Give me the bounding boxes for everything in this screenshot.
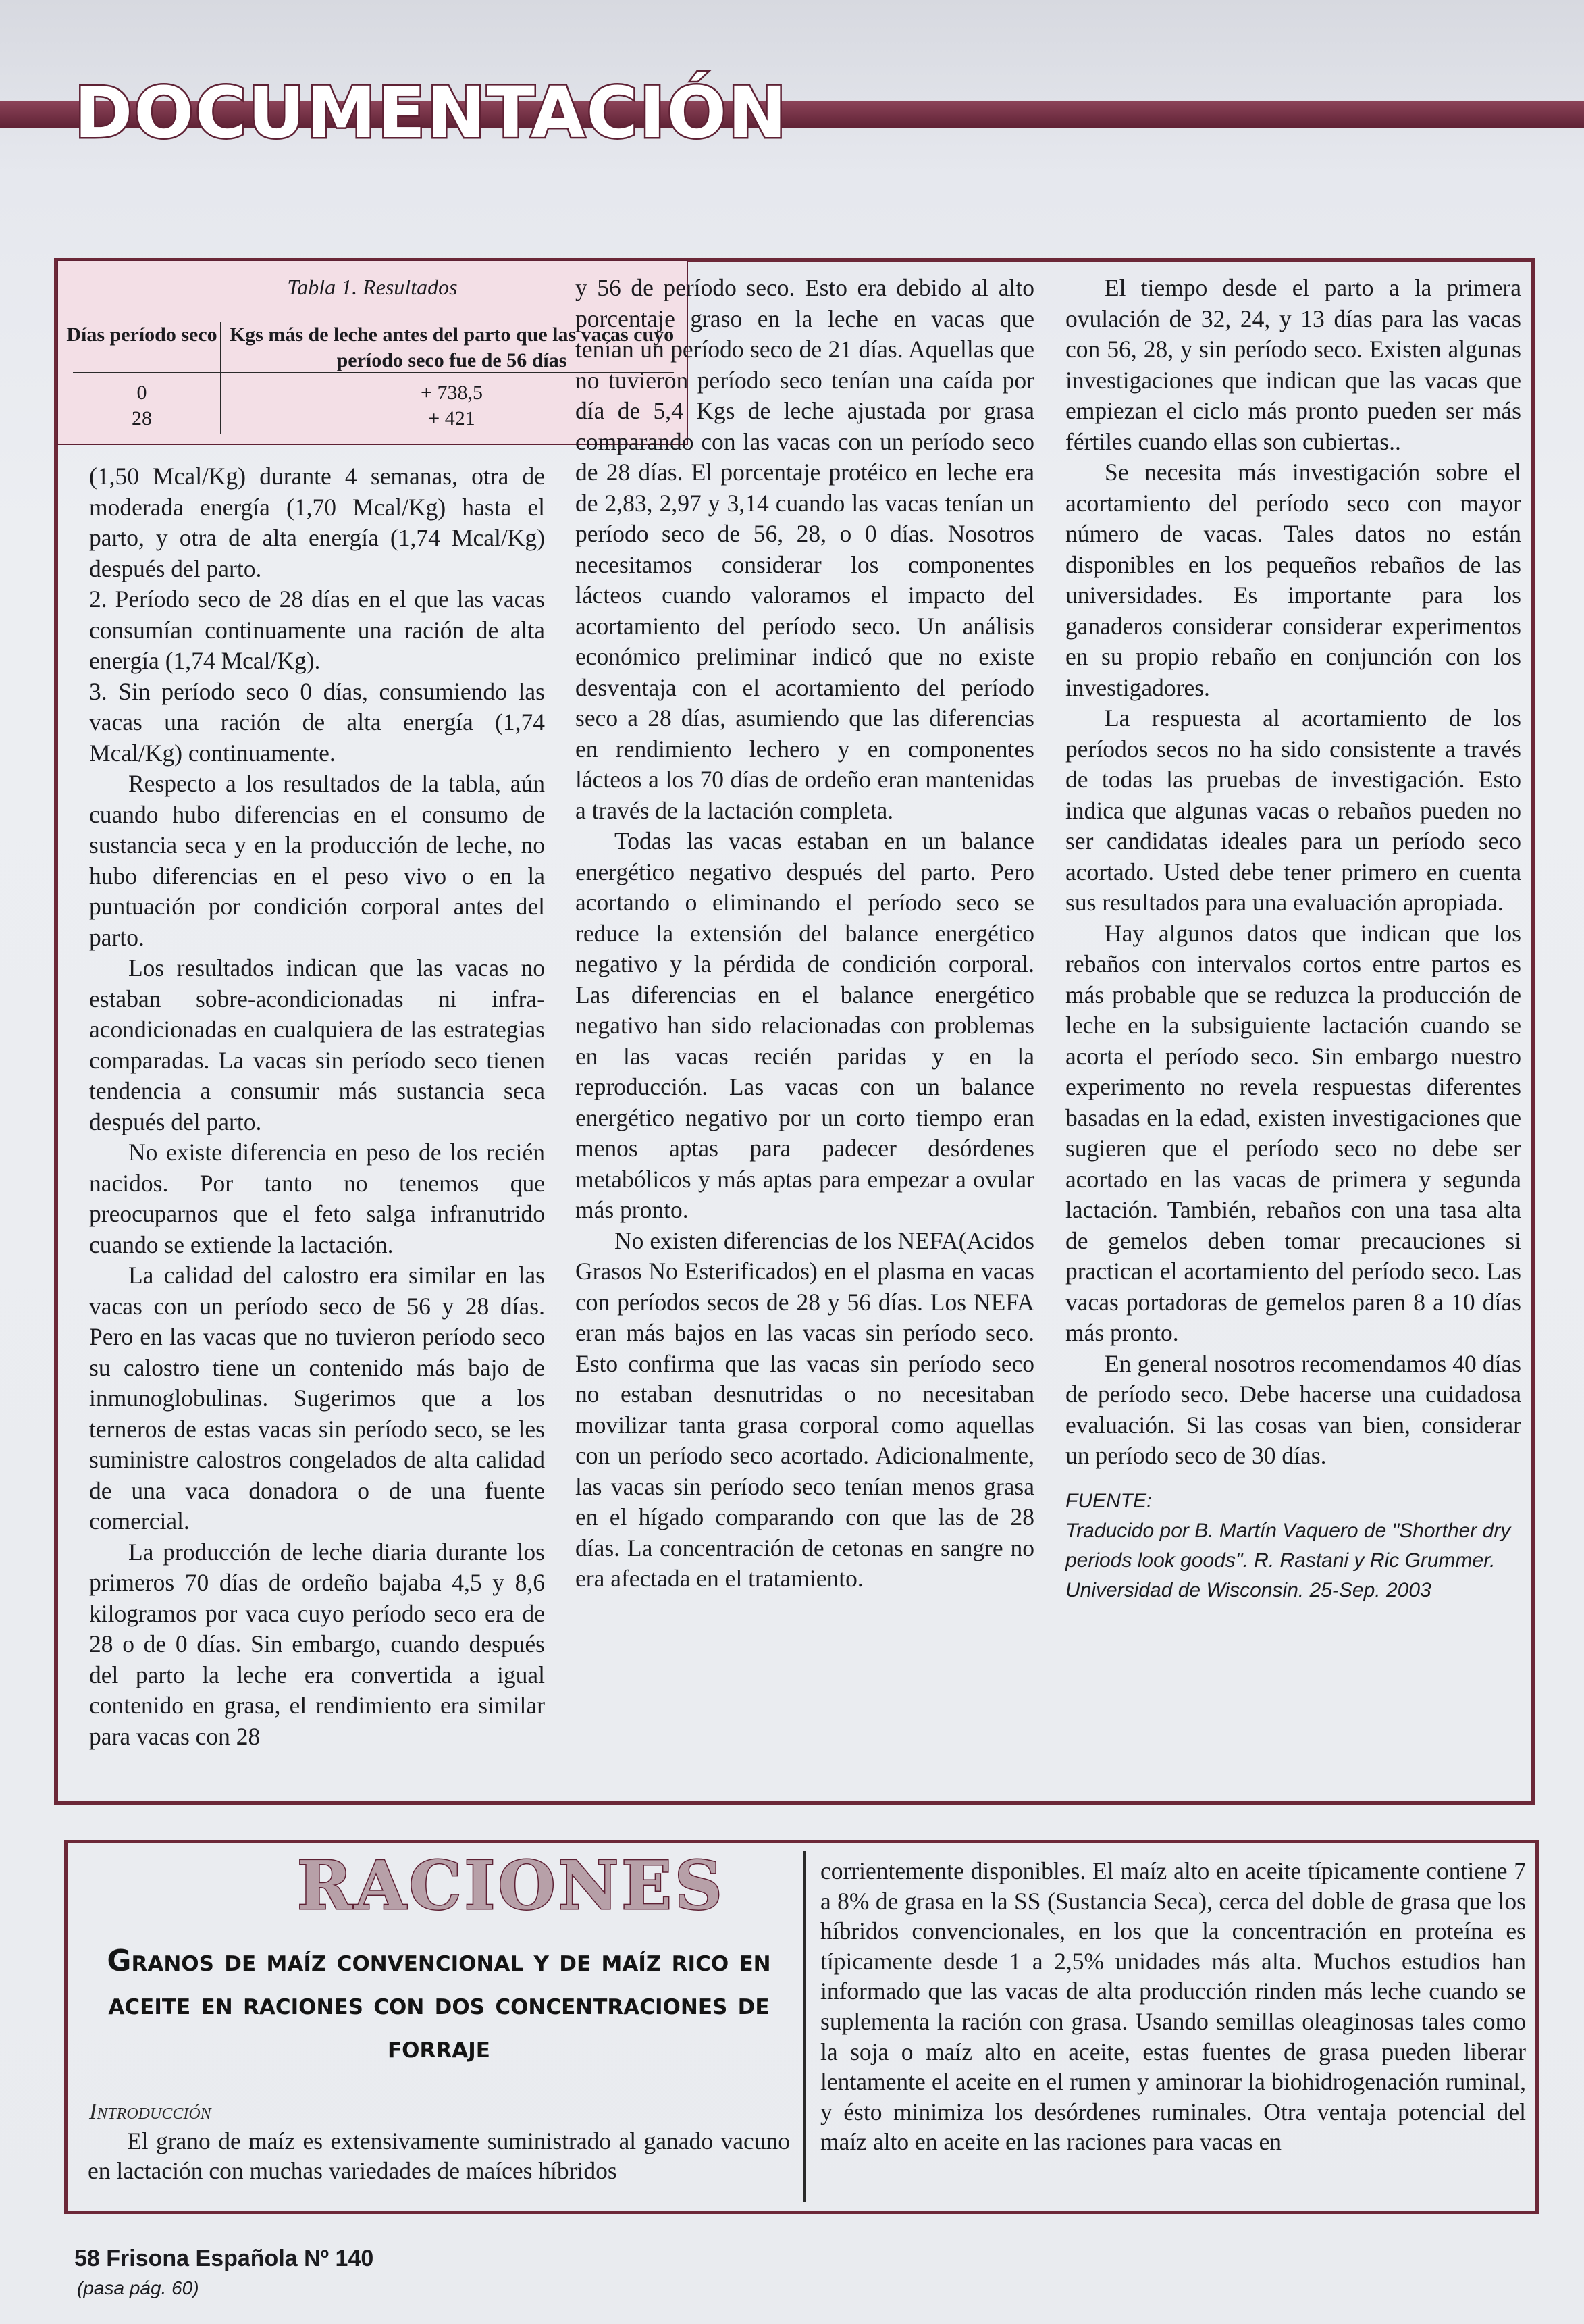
paragraph: Se necesita más investigación sobre el acortamiento del período seco con mayor número de vacas. Tales datos no están disponibles en los pequeños rebaños de las universidades. Es importante para los ganaderos considerar considerar experimentos en su propio rebaño en conjunción con los investigadores. <box>1065 459 1521 701</box>
paragraph: 2. Período seco de 28 días en el que las vacas consumían continuamente una ración de alta energía (1,74 Mcal/Kg). <box>89 586 545 674</box>
paragraph: La respuesta al acortamiento de los períodos secos no ha sido consistente a través de todas las pruebas de investigación. Esto indica que algunas vacas o rebaños pueden no ser candidatas ideales para un período seco acortado. Usted debe tener primero en cuenta sus resultados para una evaluación apropiada. <box>1065 704 1521 916</box>
paragraph: En general nosotros recomendamos 40 días de período seco. Debe hacerse una cuidadosa evaluación. Si las cosas van bien, considerar un período seco de 30 días. <box>1065 1349 1521 1469</box>
article-column-2 <box>575 273 1034 1595</box>
paragraph: La calidad del calostro era similar en las vacas con un período seco de 56 y 28 días. Pero en las vacas que no tuvieron período seco su calostro tiene un contenido más bajo de inmunoglobulinas. Sugerimos que a los terneros de estas vacas sin período seco, se les suministre calostros congelados de alta calidad de una vaca donadora o de una fuente comercial. <box>89 1262 545 1534</box>
raciones-right-text: corrientemente disponibles. El maíz alto en aceite típicamente contiene 7 a 8% de grasa en la SS (Sustancia Seca), cerca del doble de grasa que los híbridos convencionales, en los que la concentración en proteína es típicamente desde 1 a 2,5% unidades más alta. Muchos estudios han informado que las vacas de alta producción rinden más leche cuando se suplementa la ración con grasa. Usando semillas oleaginosas tales como la soja o maíz alto en aceite, estas fuentes de grasa pueden liberar lentamente el aceite en el rumen y aminorar la biohidrogenación ruminal, y ésto minimiza los desórdenes ruminales. Otra ventaja potencial del maíz alto en aceite en las raciones para vacas en <box>820 1857 1526 2156</box>
raciones-section-title: RACIONES <box>297 1847 725 1925</box>
paragraph: Respecto a los resultados de la tabla, aún cuando hubo diferencias en el consumo de sustancia seca y en la producción de leche, no hubo diferencias en el peso vivo o en la puntuación por condición corporal antes del parto. <box>89 770 545 951</box>
raciones-column-divider <box>803 1851 806 2202</box>
continued-note: (pasa pág. 60) <box>77 2277 199 2298</box>
page-footer: 58 Frisona Española Nº 140 <box>74 2246 374 2271</box>
article-column-3 <box>1065 273 1521 1605</box>
paragraph: El tiempo desde el parto a la primera ovulación de 32, 24, y 13 días para las vacas con 56, 28, y sin período seco. Existen algunas investigaciones que indican que las vacas que empiezan el ciclo más pronto pueden ser más fértiles cuando ellas son cubiertas.. <box>1065 274 1521 455</box>
table-cell-kgs: + 738,5 <box>421 382 483 404</box>
table-cell-dias: 28 <box>132 407 152 430</box>
paragraph: El grano de maíz es extensivamente suministrado al ganado vacuno en lactación con muchas variedades de maíces híbridos <box>88 2127 790 2184</box>
table-cell-kgs: + 421 <box>428 407 475 430</box>
table-header-dias: Días período seco <box>66 324 217 346</box>
paragraph: Todas las vacas estaban en un balance energético negativo después del parto. Pero acortando o eliminando el período seco se reduce la extensión del balance energético negativo y la pérdida de condición corporal. Las diferencias en el balance energético negativo han sido relacionadas con problemas en las vacas recién paridas y en la reproducción. Las vacas con un balance energético negativo por un corto tiempo eran menos aptas para padecer desórdenes metabólicos y más aptas para empezar a ovular más pronto. <box>575 827 1034 1223</box>
source-label: FUENTE: <box>1065 1489 1153 1512</box>
paragraph: 3. Sin período seco 0 días, consumiendo las vacas una ración de alta energía (1,74 Mcal/Kg) continuamente. <box>89 677 545 767</box>
section-header-title: DOCUMENTACIÓN <box>74 72 788 154</box>
table-caption: Tabla 1. Resultados <box>287 275 458 299</box>
table-cell-dias: 0 <box>136 382 147 404</box>
paragraph: No existen diferencias de los NEFA(Acidos Grasos No Esterificados) en el plasma en vacas con períodos secos de 28 y 56 días. Los NEFA eran más bajos en las vacas sin período seco. Esto confirma que las vacas sin período seco no estaban desnutridas o no necesitaban movilizar tanta grasa corporal como aquellas con un período seco acortado. Adicionalmente, las vacas sin período seco tenían menos grasa en el hígado comparando con que las de 28 días. La concentración de cetonas en sangre no era afectada en el tratamiento. <box>575 1226 1034 1592</box>
paragraph: No existe diferencia en peso de los recién nacidos. Por tanto no tenemos que preocuparnos que el feto salga infranutrido cuando se extiende la lactación. <box>89 1139 545 1258</box>
paragraph: (1,50 Mcal/Kg) durante 4 semanas, otra de moderada energía (1,70 Mcal/Kg) hasta el parto, y otra de alta energía (1,74 Mcal/Kg) después del parto. <box>89 463 545 582</box>
paragraph: Hay algunos datos que indican que los rebaños con intervalos cortos entre partos es más probable que se reduzca la producción de leche en la subsiguiente lactación cuando se acorta el período seco. Sin embargo nuestro experimento no revela respuestas diferentes basadas en la edad, existen investigaciones que sugieren que el período seco no debe ser acortado en las vacas de primera y segunda lactación. También, rebaños con una tasa alta de gemelos deben tomar precauciones si practican el acortamiento del período seco. Las vacas portadoras de gemelos paren 8 a 10 días más pronto. <box>1065 919 1521 1346</box>
source-text: Traducido por B. Martín Vaquero de "Shorther dry periods look goods". R. Rastani y Ric Grummer. Universidad de Wisconsin. 25-Sep. 2003 <box>1065 1519 1511 1601</box>
table-header-kgs: Kgs más de leche antes del parto que las vacas cuyo período seco fue de 56 días <box>229 324 675 371</box>
intro-text <box>88 2126 790 2186</box>
table-column-divider <box>220 322 221 434</box>
raciones-article-title: Granos de maíz convencional y de maíz rico en aceite en raciones con dos concentraciones de forraje <box>107 1944 771 2065</box>
intro-heading: Introducción <box>89 2099 211 2124</box>
paragraph: y 56 de período seco. Esto era debido al alto porcentaje graso en la leche en vacas que tenían un período seco de 21 días. Aquellas que no tuvieron período seco tenían una caída por día de 5,4 Kgs de leche ajustada por grasa comparando con las vacas con un período seco de 28 días. El porcentaje protéico en leche era de 2,83, 2,97 y 3,14 cuando las vacas tenían un período seco de 56, 28, o 0 días. Nosotros necesitamos considerar los componentes lácteos cuando valoramos el impacto del acortamiento del período seco. Un análisis económico preliminar indicó que no existe desventaja con el acortamiento del período seco a 28 días, asumiendo que las diferencias en rendimiento lechero y en componentes lácteos a los 70 días de ordeño eran mantenidas a través de la lactación completa. <box>575 274 1034 824</box>
paragraph: Los resultados indican que las vacas no estaban sobre-acondicionadas ni infra-acondicionadas en cualquiera de las estrategias comparadas. La vacas sin período seco tienen tendencia a consumir más sustancia seca después del parto. <box>89 954 545 1135</box>
paragraph: La producción de leche diaria durante los primeros 70 días de ordeño bajaba 4,5 y 8,6 kilogramos por vaca cuyo período seco era de 28 o de 0 días. Sin embargo, cuando después del parto la leche era convertida a igual contenido en grasa, el rendimiento era similar para vacas con 28 <box>89 1538 545 1750</box>
